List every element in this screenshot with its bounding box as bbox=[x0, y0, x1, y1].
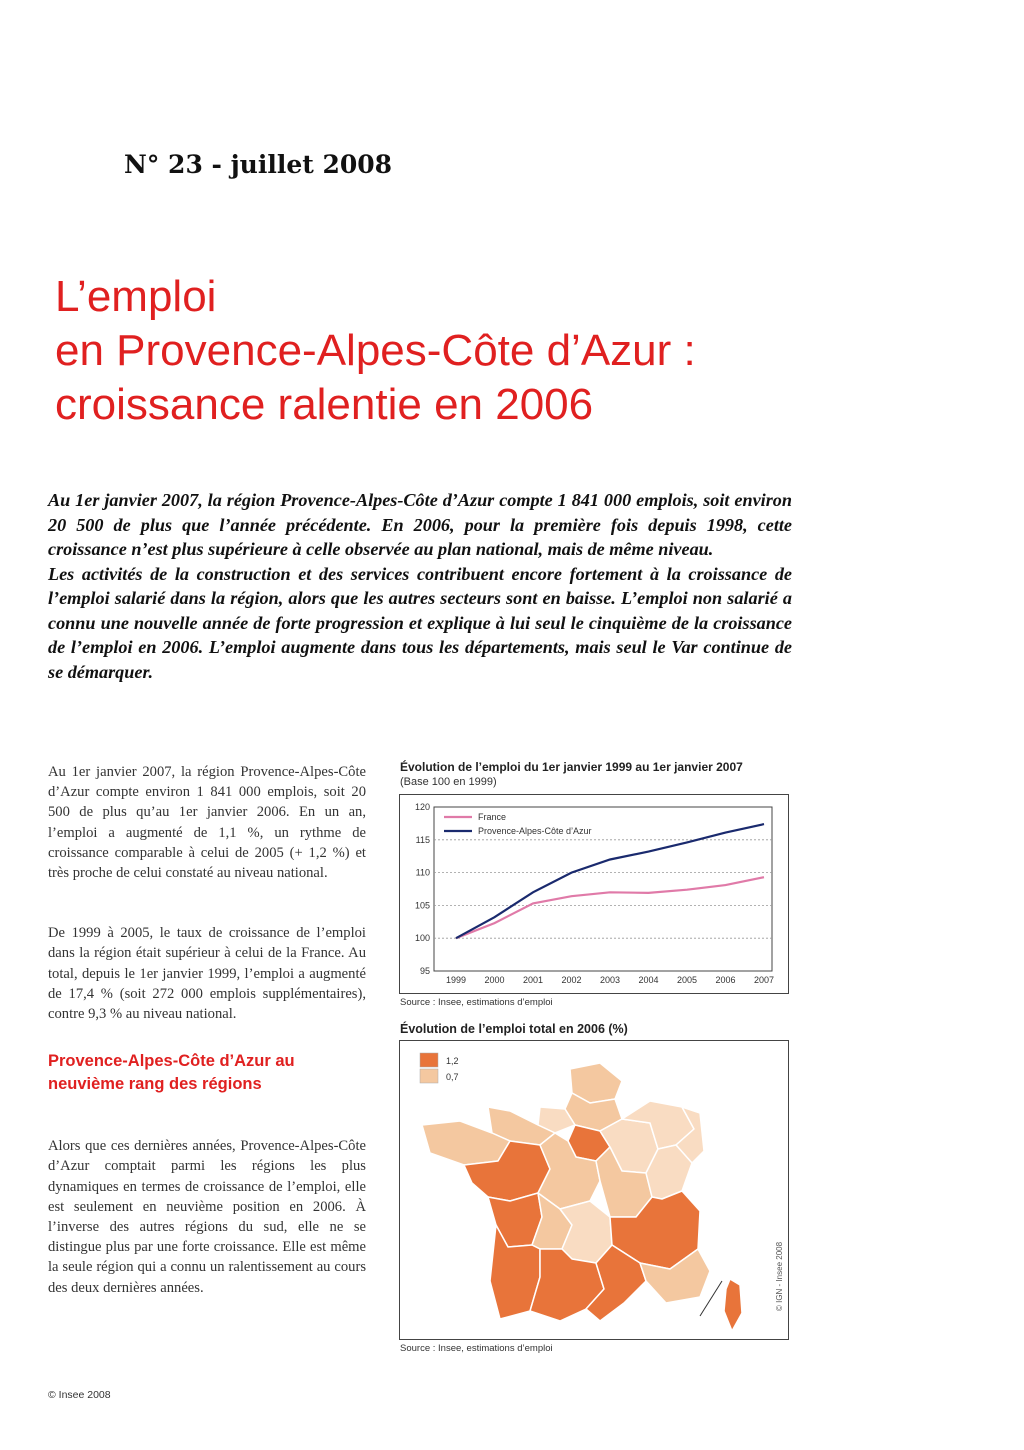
x-tick-label: 2006 bbox=[715, 975, 736, 985]
x-tick-label: 2001 bbox=[522, 975, 544, 985]
body-p1: Au 1er janvier 2007, la région Provence-Alpes-Côte d’Azur compte environ 1 841 000 emplois, soit 20 500 de plus qu’au 1er janvier 2006. En un an, l’emploi a augmenté de 1,1 %, un rythme de croissance comparable à celui de 2005 (+ 1,2 %) et très proche de celui constaté au niveau national. bbox=[48, 764, 366, 882]
figure1-title: Évolution de l’emploi du 1er janvier 1999 au 1er janvier 2007 bbox=[400, 760, 743, 774]
y-tick-label: 120 bbox=[414, 802, 430, 812]
lead-paragraph bbox=[48, 488, 792, 684]
x-tick-label: 2002 bbox=[561, 975, 582, 985]
series-line-0 bbox=[456, 877, 764, 938]
y-tick-label: 105 bbox=[414, 900, 430, 911]
x-tick-label: 1999 bbox=[445, 975, 467, 985]
map-frame bbox=[399, 1040, 789, 1340]
x-tick-label: 2000 bbox=[484, 975, 505, 985]
x-tick-label: 2007 bbox=[753, 975, 775, 985]
figure2-source: Source : Insee, estimations d’emploi bbox=[400, 1343, 553, 1354]
figure2-title: Évolution de l’emploi total en 2006 (%) bbox=[400, 1022, 628, 1036]
legend-swatch-low bbox=[420, 1069, 438, 1083]
title-line-2: en Provence-Alpes-Côte d’Azur : bbox=[55, 326, 696, 375]
series-line-1 bbox=[456, 824, 764, 938]
figure1-source: Source : Insee, estimations d’emploi bbox=[400, 997, 553, 1008]
line-chart bbox=[400, 795, 788, 993]
map-regions bbox=[422, 1063, 742, 1331]
lead-p1: Au 1er janvier 2007, la région Provence-Alpes-Côte d’Azur compte 1 841 000 emplois, soit environ 20 500 de plus que l’année précédente. En 2006, pour la première fois depuis 1998, cette croissance n’est plus supérieure à celle observée au plan national, mais de même niveau. bbox=[48, 490, 792, 559]
map-legend bbox=[420, 1053, 459, 1083]
x-tick-label: 2004 bbox=[638, 975, 659, 985]
region-corse bbox=[724, 1279, 742, 1331]
footer-copyright: © Insee 2008 bbox=[48, 1389, 111, 1401]
title-line-3: croissance ralentie en 2006 bbox=[55, 380, 594, 429]
map-credit: © IGN - Insee 2008 bbox=[775, 1241, 784, 1311]
france-map bbox=[400, 1041, 788, 1339]
section-heading: Provence-Alpes-Côte d’Azur au neuvième rang des régions bbox=[48, 1052, 295, 1094]
x-tick-label: 2003 bbox=[599, 975, 621, 985]
body-p2: De 1999 à 2005, le taux de croissance de l’emploi dans la région était supérieur à celui de la France. Au total, depuis le 1er janvier 1999, l’emploi a augmenté de 17,4 % (soit 272 000 emplois supplémentaires), contre 9,3 % au niveau national. bbox=[48, 925, 366, 1023]
y-tick-label: 100 bbox=[414, 933, 430, 944]
legend-label-1: Provence-Alpes-Côte d’Azur bbox=[478, 826, 592, 836]
body-column bbox=[48, 762, 366, 1298]
legend-label-0: France bbox=[478, 812, 507, 822]
legend-swatch-high bbox=[420, 1053, 438, 1067]
x-tick-label: 2005 bbox=[676, 975, 698, 985]
y-tick-label: 110 bbox=[415, 867, 430, 878]
legend-label-low: 0,7 bbox=[446, 1072, 459, 1082]
body-p3: Alors que ces dernières années, Provence-Alpes-Côte d’Azur comptait parmi les régions les plus dynamiques en termes de croissance de l’emploi, elle est seulement en neuvième position en 2006. À l’inverse des autres régions du sud, elle ne se distingue plus par une forte croissance. Elle est même la seule région qui a connu un ralentissement au cours des deux dernières années. bbox=[48, 1138, 366, 1296]
figure1-subtitle: (Base 100 en 1999) bbox=[400, 776, 497, 788]
legend-label-high: 1,2 bbox=[446, 1056, 459, 1066]
y-tick-label: 115 bbox=[415, 834, 430, 845]
lead-p2: Les activités de la construction et des services contribuent encore fortement à la croissance de l’emploi salarié dans la région, alors que les autres secteurs sont en baisse. L’emploi non salarié a connu une nouvelle année de forte progression et explique à lui seul le cinquième de la croissance de l’emploi en 2006. L’emploi augmente dans tous les départements, mais seul le Var continue de se démarquer. bbox=[48, 563, 792, 682]
line-chart-frame bbox=[399, 794, 789, 994]
title-line-1: L’emploi bbox=[55, 272, 217, 321]
y-tick-label: 95 bbox=[419, 966, 430, 976]
page-title bbox=[55, 270, 955, 432]
issue-number: N° 23 - juillet 2008 bbox=[124, 150, 393, 179]
